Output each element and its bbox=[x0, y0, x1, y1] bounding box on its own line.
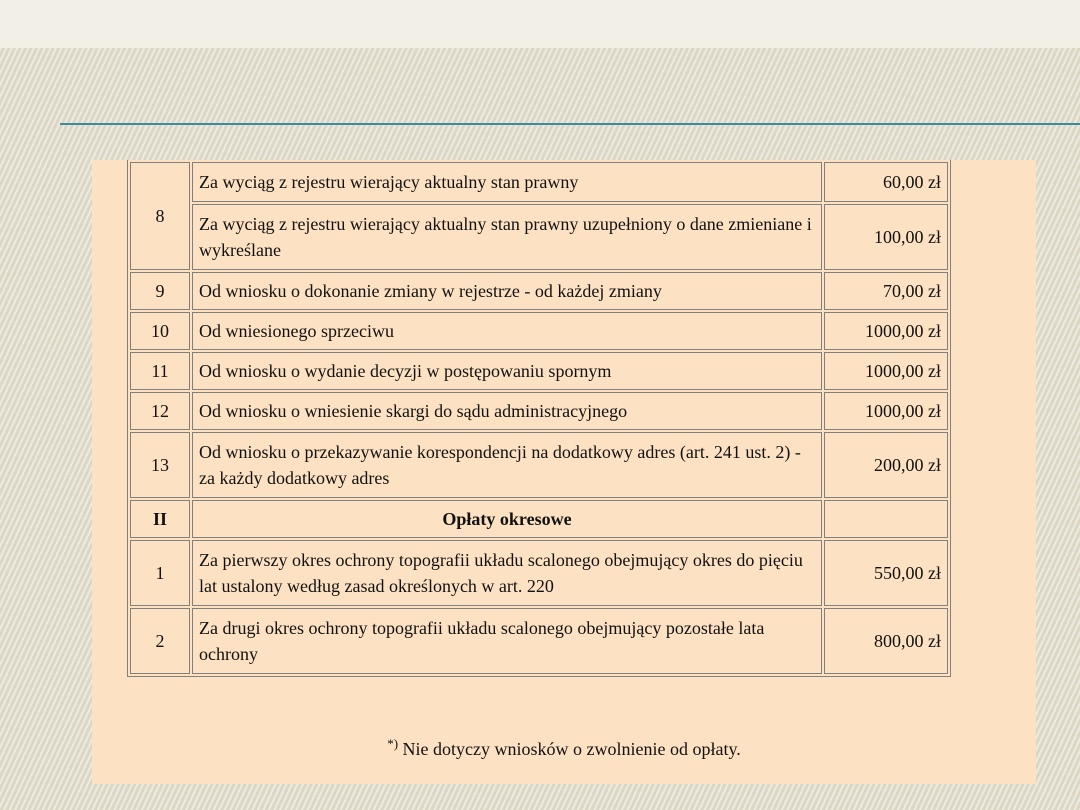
table-row bbox=[130, 432, 948, 498]
table-row bbox=[130, 162, 948, 202]
row-amount: 1000,00 zł bbox=[824, 352, 948, 390]
footnote bbox=[92, 736, 1036, 760]
section-number: II bbox=[130, 500, 190, 538]
row-number: 12 bbox=[130, 392, 190, 430]
row-number: 13 bbox=[130, 432, 190, 498]
row-amount: 70,00 zł bbox=[824, 272, 948, 310]
row-number: 1 bbox=[130, 540, 190, 606]
row-description: Za wyciąg z rejestru wierający aktualny stan prawny uzupełniony o dane zmieniane i wykreślane bbox=[192, 204, 822, 270]
fee-table bbox=[127, 160, 951, 677]
row-amount: 550,00 zł bbox=[824, 540, 948, 606]
section-header-row bbox=[130, 500, 948, 538]
table-row bbox=[130, 392, 948, 430]
row-amount: 1000,00 zł bbox=[824, 392, 948, 430]
footnote-marker: *) bbox=[387, 736, 399, 751]
row-description: Od wniosku o wniesienie skargi do sądu administracyjnego bbox=[192, 392, 822, 430]
row-number: 8 bbox=[130, 162, 190, 270]
table-row bbox=[130, 204, 948, 270]
footnote-text: Nie dotyczy wniosków o zwolnienie od opłaty. bbox=[398, 739, 741, 759]
content-panel bbox=[92, 160, 1036, 784]
row-description: Od wniosku o dokonanie zmiany w rejestrze - od każdej zmiany bbox=[192, 272, 822, 310]
row-description: Od wniesionego sprzeciwu bbox=[192, 312, 822, 350]
table-row bbox=[130, 272, 948, 310]
row-description: Od wniosku o przekazywanie korespondencji na dodatkowy adres (art. 241 ust. 2) - za każdy dodatkowy adres bbox=[192, 432, 822, 498]
row-number: 11 bbox=[130, 352, 190, 390]
table-row bbox=[130, 352, 948, 390]
title-divider-line bbox=[60, 123, 1080, 125]
slide-top-band bbox=[0, 0, 1080, 48]
row-number: 10 bbox=[130, 312, 190, 350]
row-description: Od wniosku o wydanie decyzji w postępowaniu spornym bbox=[192, 352, 822, 390]
table-row bbox=[130, 608, 948, 674]
row-amount: 1000,00 zł bbox=[824, 312, 948, 350]
row-amount: 60,00 zł bbox=[824, 162, 948, 202]
row-number: 2 bbox=[130, 608, 190, 674]
row-amount: 800,00 zł bbox=[824, 608, 948, 674]
row-description: Za pierwszy okres ochrony topografii układu scalonego obejmujący okres do pięciu lat ustalony według zasad określonych w art. 220 bbox=[192, 540, 822, 606]
table-row bbox=[130, 540, 948, 606]
section-amount-empty bbox=[824, 500, 948, 538]
row-description: Za wyciąg z rejestru wierający aktualny stan prawny bbox=[192, 162, 822, 202]
row-amount: 200,00 zł bbox=[824, 432, 948, 498]
row-number: 9 bbox=[130, 272, 190, 310]
table-row bbox=[130, 312, 948, 350]
row-description: Za drugi okres ochrony topografii układu scalonego obejmujący pozostałe lata ochrony bbox=[192, 608, 822, 674]
section-title: Opłaty okresowe bbox=[192, 500, 822, 538]
row-amount: 100,00 zł bbox=[824, 204, 948, 270]
